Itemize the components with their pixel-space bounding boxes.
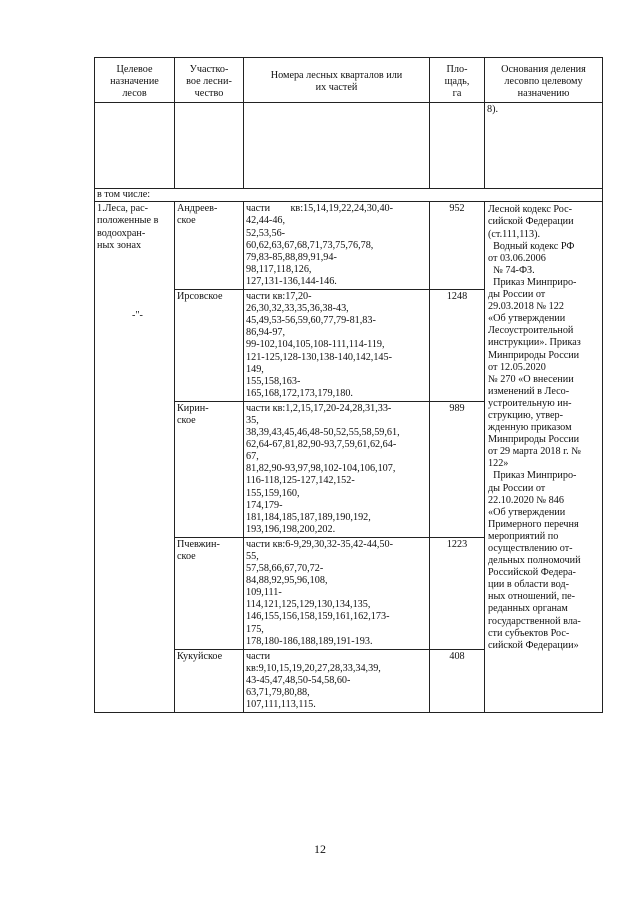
continuation-text: 8). xyxy=(485,103,603,189)
forestry-cell: Кукуйское xyxy=(175,649,244,712)
quarters-cell: части кв:17,20- 26,30,32,33,35,36,38-43, 45,49,53-56,59,60,77,79-81,83- 86,94-97, 99-102,104,105,108-111,114-119, 121-125,128-130,138-140,142,145- 149, 155,158,163- 165,168,172,173,179,180. xyxy=(244,290,430,402)
quarters-cell: части кв:15,14,19,22,24,30,40- 42,44-46, 52,53,56- 60,62,63,67,68,71,73,75,76,78, 79,83-85,88,89,91,94- 98,117,118,126, 127,131-136,144-146. xyxy=(244,202,430,290)
page-number: 12 xyxy=(314,842,326,856)
continuation-row xyxy=(95,103,603,189)
basis-cell: Лесной кодекс Рос- сийской Федерации (ст.111,113). Водный кодекс РФ от 03.06.2006 № 74-ФЗ. Приказ Минприро- ды России от 29.03.2018 № 122 «Об утверждении Лесоустроительной инструкции». Приказ Минприроды России от 12.05.2020 № 270 «О внесении изменений в Лесо- устроительную ин- струкцию, утвер- жденную приказом Минприроды России от 29 марта 2018 г. № 122» Приказ Минприро- ды России от 22.10.2020 № 846 «Об утверждении Примерного перечня мероприятий по осуществлению от- дельных полномочий Российской Федера- ции в области вод- ных отношений, пе- реданных органам государственной вла- сти субъектов Рос- сийской Федерации» xyxy=(485,202,603,713)
quarters-cell: части кв:9,10,15,19,20,27,28,33,34,39, 43-45,47,48,50-54,58,60- 63,71,79,80,88, 107,111,113,115. xyxy=(244,649,430,712)
header-basis: Основания деления лесовпо целевому назначению xyxy=(485,58,603,103)
forestry-cell: Кирин- ское xyxy=(175,401,244,537)
subtotal-label: в том числе: xyxy=(95,189,603,202)
header-purpose: Целевое назначение лесов xyxy=(95,58,175,103)
forest-zoning-table xyxy=(94,57,603,713)
header-area: Пло- щадь, га xyxy=(430,58,485,103)
table-row xyxy=(95,202,603,290)
area-cell: 1248 xyxy=(430,290,485,402)
forestry-cell: Ирсовское xyxy=(175,290,244,402)
table-header-row xyxy=(95,58,603,103)
subtotal-row xyxy=(95,189,603,202)
forestry-cell: Андреев- ское xyxy=(175,202,244,290)
ditto-mark: -"- xyxy=(132,310,143,322)
area-cell: 989 xyxy=(430,401,485,537)
forestry-cell: Пчевжин- ское xyxy=(175,537,244,649)
area-cell: 952 xyxy=(430,202,485,290)
area-cell: 408 xyxy=(430,649,485,712)
quarters-cell: части кв:1,2,15,17,20-24,28,31,33- 35, 38,39,43,45,46,48-50,52,55,58,59,61, 62,64-67,81,82,90-93,7,59,61,62,64- 67, 81,82,90-93,97,98,102-104,106,107, 116-118,125-127,142,152- 155,159,160, 174,179- 181,184,185,187,189,190,192, 193,196,198,200,202. xyxy=(244,401,430,537)
area-cell: 1223 xyxy=(430,537,485,649)
header-quarters: Номера лесных кварталов или их частей xyxy=(244,58,430,103)
category-cell: 1.Леса, рас- положенные в водоохран- ных зонах -"- xyxy=(95,202,175,713)
quarters-cell: части кв:6-9,29,30,32-35,42-44,50- 55, 57,58,66,67,70,72- 84,88,92,95,96,108, 109,111- 114,121,125,129,130,134,135, 146,155,156,158,159,161,162,173- 175, 178,180-186,188,189,191-193. xyxy=(244,537,430,649)
header-forestry: Участко- вое лесни- чество xyxy=(175,58,244,103)
